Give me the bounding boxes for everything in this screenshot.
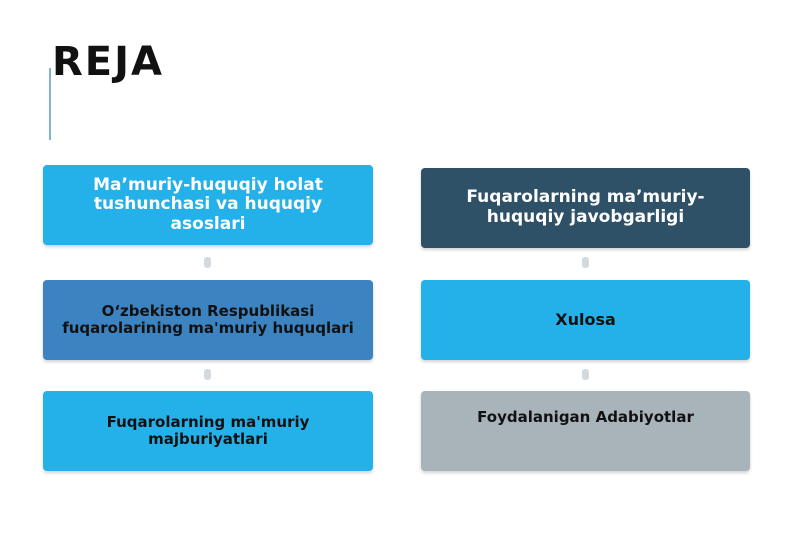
connector-right-1 xyxy=(582,257,589,268)
connector-left-2 xyxy=(204,369,211,380)
plan-item-2-label: O‘zbekiston Respublikasi fuqarolarining ma'muriy huquqlari xyxy=(62,301,354,337)
plan-item-3-label: Fuqarolarning ma'muriy majburiyatlari xyxy=(106,412,310,448)
title-accent-line xyxy=(49,68,51,140)
plan-item-5 xyxy=(421,280,750,360)
plan-item-2 xyxy=(43,280,373,360)
page-title: REJA xyxy=(52,39,164,85)
connector-right-2 xyxy=(582,369,589,380)
plan-item-1-label: Ma’muriy-huquqiy holat tushunchasi va huquqiy asoslari xyxy=(93,174,323,234)
plan-item-4-label: Fuqarolarning ma’muriy-huquqiy javobgarligi xyxy=(466,187,705,227)
plan-item-5-label: Xulosa xyxy=(555,309,616,329)
plan-item-4 xyxy=(421,168,750,248)
plan-item-6-label: Foydalanigan Adabiyotlar xyxy=(477,408,694,426)
plan-item-3 xyxy=(43,391,373,471)
plan-item-1 xyxy=(43,165,373,245)
connector-left-1 xyxy=(204,257,211,268)
plan-item-6 xyxy=(421,391,750,471)
